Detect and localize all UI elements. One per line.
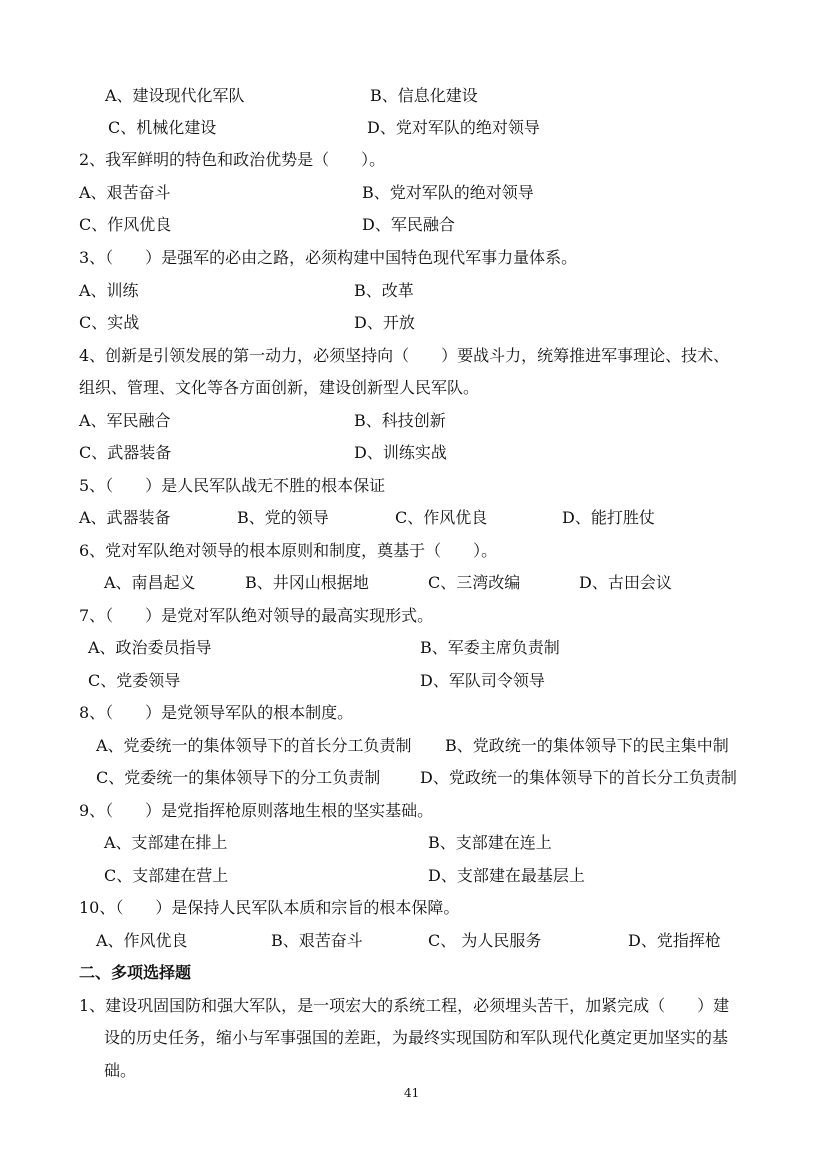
q2-option-d: D、军民融合 (362, 215, 455, 234)
q3-stem: 3、（ ）是强军的必由之路，必须构建中国特色现代军事力量体系。 (79, 248, 578, 267)
q5-option-c: C、作风优良 (395, 508, 488, 527)
q7-option-b: B、军委主席负责制 (420, 638, 560, 657)
s2-q1-line1: 1、建设巩固国防和强大军队，是一项宏大的系统工程，必须埋头苦干，加紧完成（ ）建 (79, 996, 730, 1015)
q4-option-d: D、训练实战 (354, 443, 447, 462)
page-number: 41 (404, 1086, 420, 1100)
q3-option-d: D、开放 (354, 313, 415, 332)
q6-option-b: B、井冈山根据地 (245, 573, 369, 592)
q6-option-d: D、古田会议 (579, 573, 672, 592)
q3-option-b: B、改革 (354, 281, 414, 300)
q5-option-b: B、党的领导 (237, 508, 329, 527)
q8-option-c: C、党委统一的集体领导下的分工负责制 (96, 768, 381, 787)
q4-stem-line2: 组织、管理、文化等各方面创新，建设创新型人民军队。 (79, 378, 480, 397)
q5-option-a: A、武器装备 (79, 508, 171, 527)
q1-option-a: A、建设现代化军队 (105, 86, 245, 105)
q10-option-a: A、作风优良 (96, 931, 188, 950)
q6-option-c: C、三湾改编 (428, 573, 521, 592)
s2-q1-line2: 设的历史任务，缩小与军事强国的差距，为最终实现国防和军队现代化奠定更加坚实的基 (104, 1028, 729, 1047)
q1-option-c: C、机械化建设 (108, 118, 217, 137)
q8-option-a: A、党委统一的集体领导下的首长分工负责制 (96, 736, 412, 755)
q9-stem: 9、（ ）是党指挥枪原则落地生根的坚实基础。 (79, 801, 434, 820)
q10-stem: 10、（ ）是保持人民军队本质和宗旨的根本保障。 (79, 898, 460, 917)
s2-q1-line3: 础。 (104, 1061, 137, 1080)
q9-option-a: A、支部建在排上 (104, 833, 228, 852)
q4-option-b: B、科技创新 (354, 411, 446, 430)
q7-option-a: A、政治委员指导 (88, 638, 212, 657)
q7-option-d: D、军队司令领导 (420, 671, 545, 690)
q6-option-a: A、南昌起义 (104, 573, 196, 592)
q8-option-b: B、党政统一的集体领导下的民主集中制 (445, 736, 729, 755)
q5-option-d: D、能打胜仗 (562, 508, 655, 527)
q9-option-d: D、支部建在最基层上 (428, 866, 585, 885)
q4-option-a: A、军民融合 (79, 411, 171, 430)
q3-option-c: C、实战 (79, 313, 140, 332)
q2-stem: 2、我军鲜明的特色和政治优势是（ ）。 (79, 150, 386, 169)
q6-stem: 6、党对军队绝对领导的根本原则和制度，奠基于（ ）。 (79, 541, 498, 560)
q10-option-b: B、艰苦奋斗 (271, 931, 363, 950)
q2-option-a: A、艰苦奋斗 (79, 183, 171, 202)
q10-option-c: C、 为人民服务 (428, 931, 542, 950)
q2-option-c: C、作风优良 (79, 215, 172, 234)
q2-option-b: B、党对军队的绝对领导 (362, 183, 534, 202)
q1-option-d: D、党对军队的绝对领导 (367, 118, 540, 137)
q3-option-a: A、训练 (79, 281, 139, 300)
q7-option-c: C、党委领导 (88, 671, 181, 690)
q1-option-b: B、信息化建设 (370, 86, 478, 105)
q9-option-c: C、支部建在营上 (104, 866, 229, 885)
q5-stem: 5、（ ）是人民军队战无不胜的根本保证 (79, 476, 386, 495)
section-heading: 二、多项选择题 (79, 963, 192, 982)
q4-stem-line1: 4、创新是引领发展的第一动力，必须坚持向（ ）要战斗力，统筹推进军事理论、技术、 (79, 346, 730, 365)
q8-option-d: D、党政统一的集体领导下的首长分工负责制 (420, 768, 737, 787)
q4-option-c: C、武器装备 (79, 443, 172, 462)
q8-stem: 8、（ ）是党领导军队的根本制度。 (79, 703, 354, 722)
q7-stem: 7、（ ）是党对军队绝对领导的最高实现形式。 (79, 606, 434, 625)
q10-option-d: D、党指挥枪 (628, 931, 721, 950)
q9-option-b: B、支部建在连上 (428, 833, 552, 852)
